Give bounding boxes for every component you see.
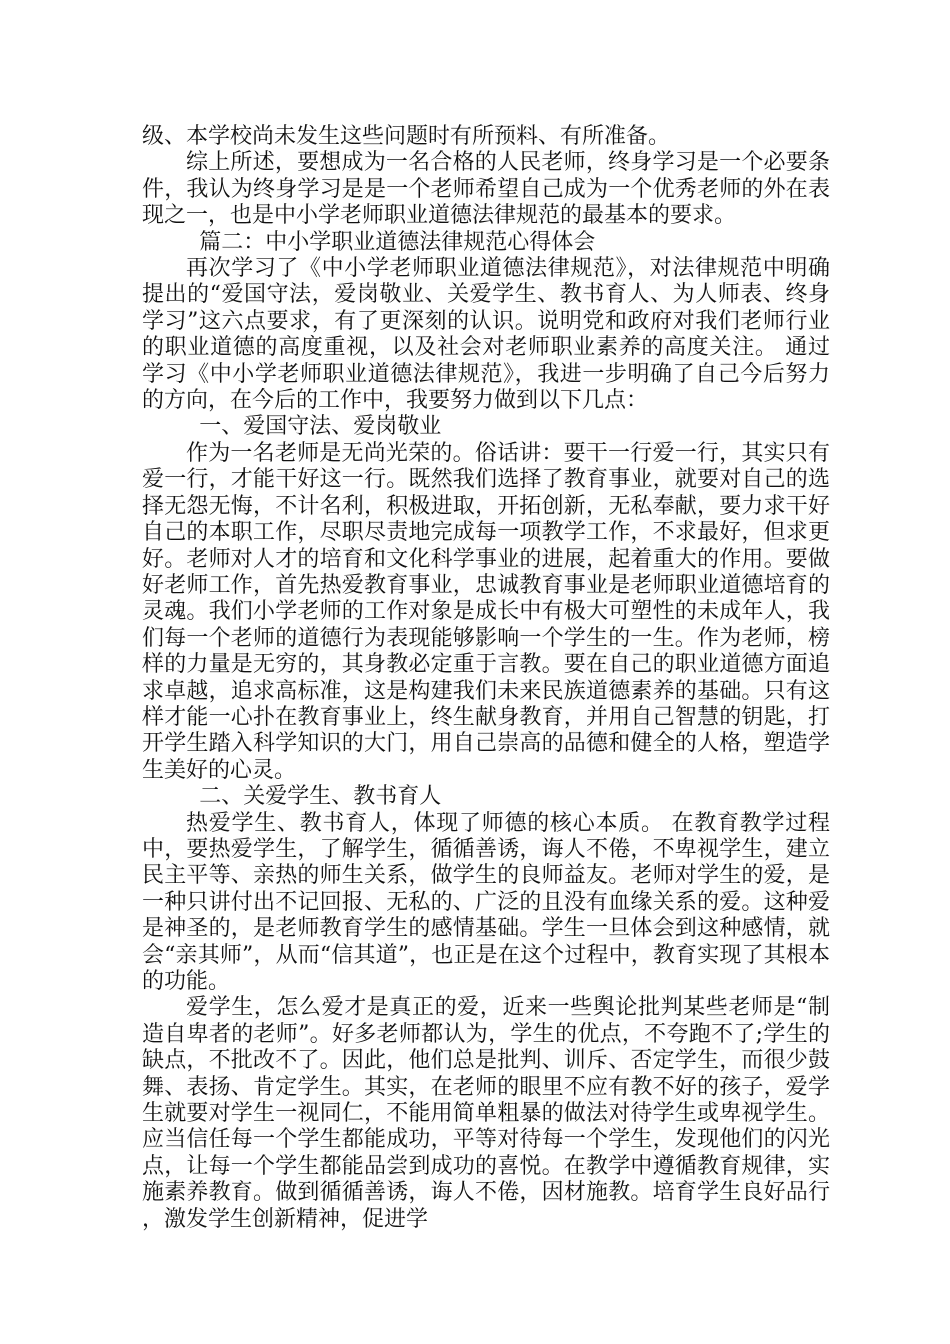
paragraph-continuation: 级、本学校尚未发生这些问题时有所预料、有所准备。 (142, 124, 671, 149)
section-title-part-two: 篇二：中小学职业道德法律规范心得体会 (199, 229, 596, 255)
paragraph-patriotism: 作为一名老师是无尚光荣的。俗话讲：要干一行爱一行，其实只有爱一行，才能干好这一行。既然我们选择了教育事业，就要对自己的选择无怨无悔，不计名利，积极进取，开拓创新，无私奉献，要力求干好自己的本职工作，尽职尽责地完成每一项教学工作，不求最好，但求更好。老师对人才的培育和文化科学事业的进展，起着重大的作用。要做好老师工作，首先热爱教育事业，忠诚教育事业是老师职业道德培育的灵魂。我们小学老师的工作对象是成长中有极大可塑性的未成年人，我们每一个老师的道德行为表现能够影响一个学生的一生。作为老师，榜样的力量是无穷的，其身教必定重于言教。要在自己的职业道德方面追求卓越，追求高标准，这是构建我们未来民族道德素养的基础。只有这样才能一心扑在教育事业上，终生献身教育，并用自己智慧的钥匙，打开学生踏入科学知识的大门，用自己崇高的品德和健全的人格，塑造学生美好的心灵。 (142, 440, 830, 783)
paragraph-intro: 再次学习了《中小学老师职业道德法律规范》，对法律规范中明确提出的“爱国守法，爱岗敬业、关爱学生、教书育人、为人师表、终身学习”这六点要求，有了更深刻的认识。说明党和政府对我们老师行业的职业道德的高度重视，以及社会对老师职业素养的高度关注。 通过学习《中小学老师职业道德法律规范》，我进一步明确了自己今后努力的方向，在今后的工作中，我要努力做到以下几点： (142, 256, 830, 414)
heading-patriotism: 一、爱国守法、爱岗敬业 (199, 414, 442, 440)
document-page (142, 124, 830, 1233)
paragraph-summary: 综上所述，要想成为一名合格的人民老师，终身学习是一个必要条件，我认为终身学习是是一个老师希望自己成为一个优秀老师的外在表现之一，也是中小学老师职业道德法律规范的最基本的要求。 (142, 150, 830, 229)
heading-care-students: 二、关爱学生、教书育人 (199, 784, 442, 810)
paragraph-love-students: 爱学生，怎么爱才是真正的爱，近来一些舆论批判某些老师是“制造自卑者的老师”。好多老师都认为，学生的优点，不夸跑不了;学生的缺点，不批改不了。因此，他们总是批判、训斥、否定学生，而很少鼓舞、表扬、肯定学生。其实，在老师的眼里不应有教不好的孩子，爱学生就要对学生一视同仁，不能用简单粗暴的做法对待学生或卑视学生。应当信任每一个学生都能成功，平等对待每一个学生，发现他们的闪光点，让每一个学生都能品尝到成功的喜悦。在教学中遵循教育规律，实施素养教育。做到循循善诱，诲人不倦，因材施教。培育学生良好品行，激发学生创新精神，促进学 (142, 995, 830, 1232)
paragraph-care-students: 热爱学生、教书育人，体现了师德的核心本质。 在教育教学过程中，要热爱学生，了解学生，循循善诱，诲人不倦，不卑视学生，建立民主平等、亲热的师生关系，做学生的良师益友。老师对学生的爱，是一种只讲付出不记回报、无私的、广泛的且没有血缘关系的爱。这种爱是神圣的，是老师教育学生的感情基础。学生一旦体会到这种感情，就会“亲其师”，从而“信其道”，也正是在这个过程中，教育实现了其根本的功能。 (142, 810, 830, 994)
